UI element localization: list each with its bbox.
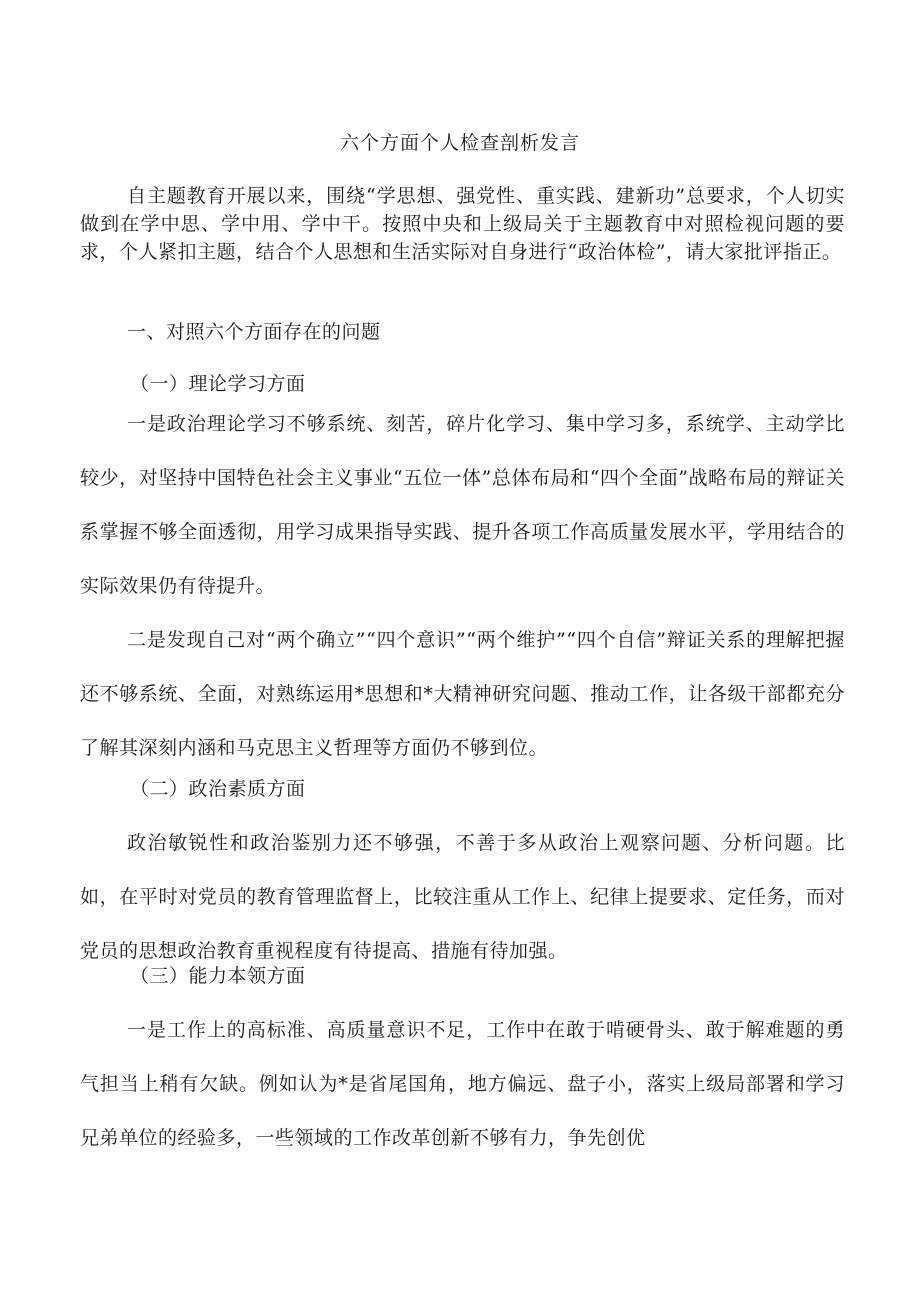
document-title: 六个方面个人检查剖析发言 xyxy=(339,132,580,154)
paragraph-theory-1: 一是政治理论学习不够系统、刻苦，碎片化学习、集中学习多，系统学、主动学比较少，对坚持中国特色社会主义事业“五位一体”总体布局和“四个全面”战略布局的辩证关系掌握不够全面透彻，用学习成果指导实践、提升各项工作高质量发展水平，学用结合的实际效果仍有待提升。 xyxy=(80,413,845,597)
subsection-heading-political: （二）政治素质方面 xyxy=(130,778,306,800)
subsection-heading-theory: （一）理论学习方面 xyxy=(130,373,306,395)
intro-paragraph: 自主题教育开展以来，围绕“学思想、强党性、重实践、建新功”总要求，个人切实做到在学中思、学中用、学中干。按照中央和上级局关于主题教育中对照检视问题的要求，个人紧扣主题，结合个人思想和生活实际对自身进行“政治体检”，请大家批评指正。 xyxy=(80,185,845,263)
paragraph-theory-2: 二是发现自己对“两个确立”“四个意识”“两个维护”“四个自信”辩证关系的理解把握还不够系统、全面，对熟练运用*思想和*大精神研究问题、推动工作，让各级干部都充分了解其深刻内涵和马克思主义哲理等方面仍不够到位。 xyxy=(80,629,845,759)
paragraph-political: 政治敏锐性和政治鉴别力还不够强，不善于多从政治上观察问题、分析问题。比如，在平时对党员的教育管理监督上，比较注重从工作上、纪律上提要求、定任务，而对党员的思想政治教育重视程度有待提高、措施有待加强。 xyxy=(80,832,845,962)
subsection-heading-ability: （三）能力本领方面 xyxy=(130,965,306,987)
section-heading-1: 一、对照六个方面存在的问题 xyxy=(127,321,381,343)
paragraph-ability-1: 一是工作上的高标准、高质量意识不足，工作中在敢于啃硬骨头、敢于解难题的勇气担当上稍有欠缺。例如认为*是省尾国角，地方偏远、盘子小，落实上级局部署和学习兄弟单位的经验多，一些领域的工作改革创新不够有力，争先创优 xyxy=(80,1019,845,1149)
